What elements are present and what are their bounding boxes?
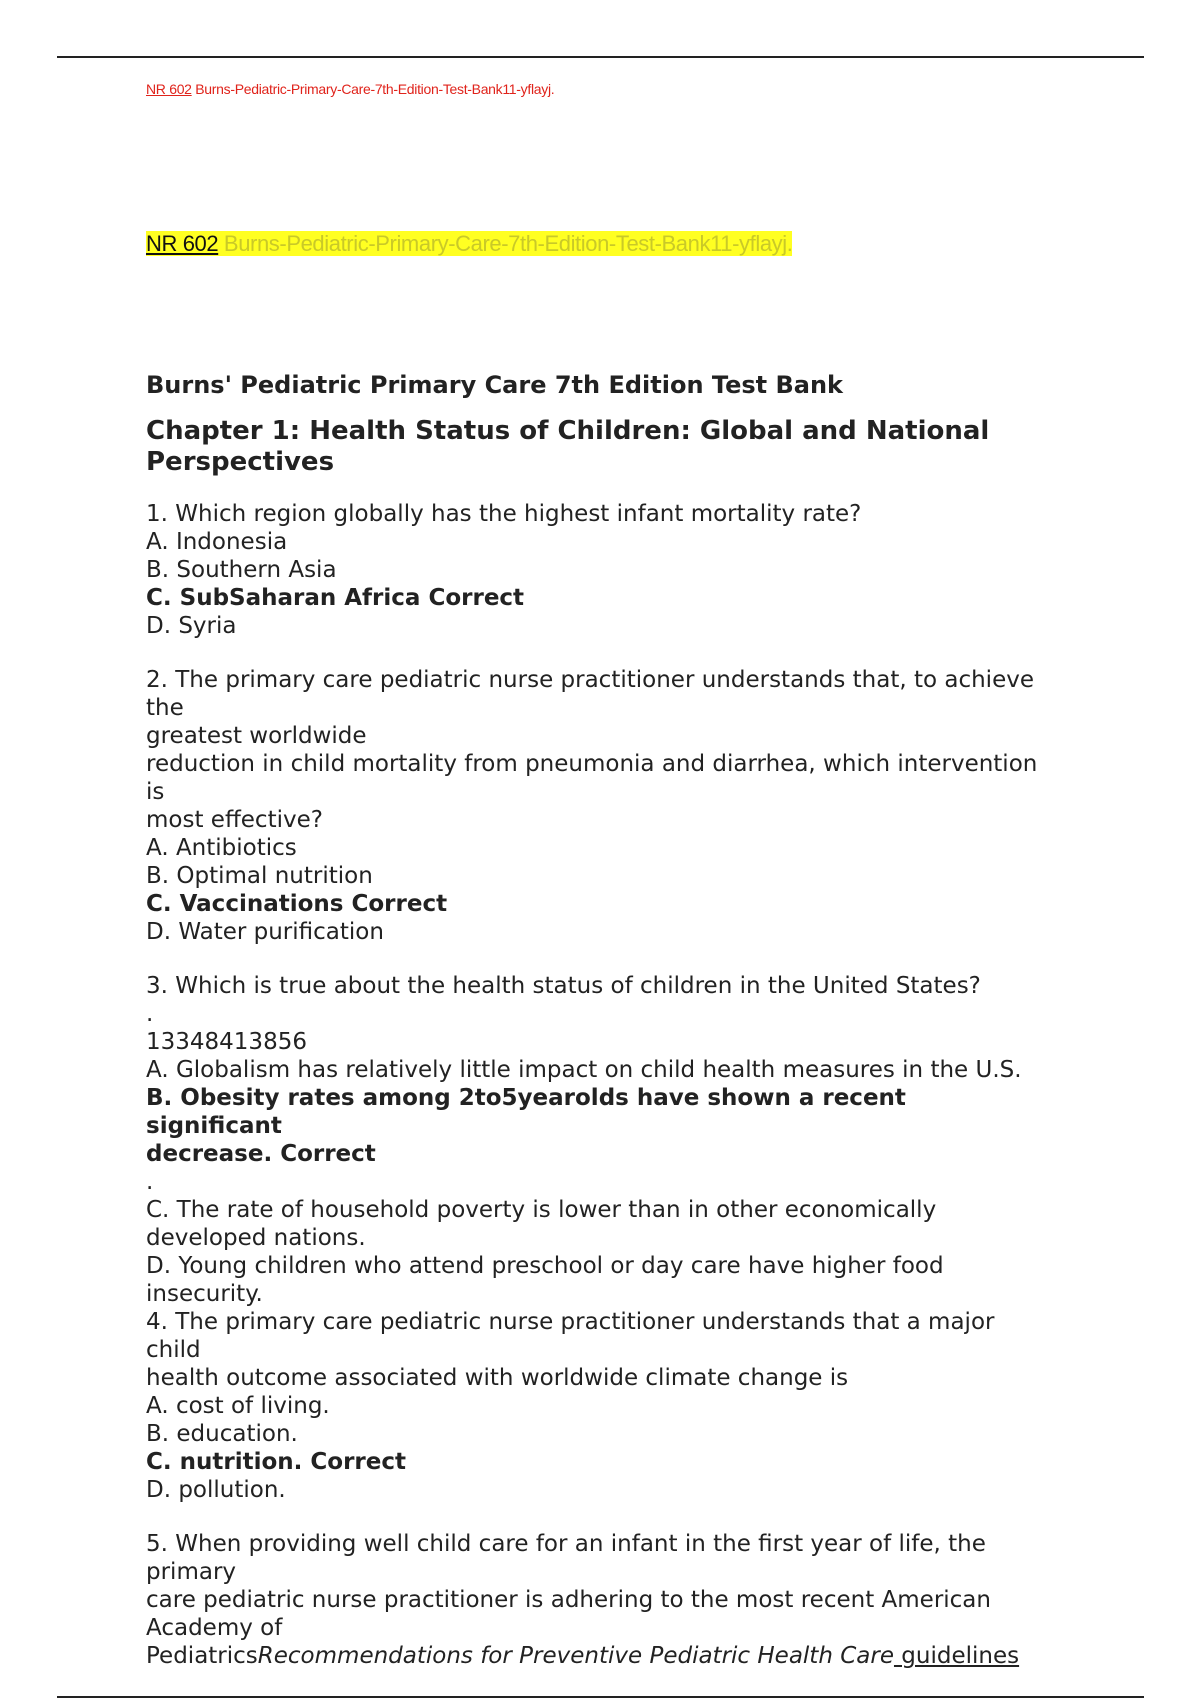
option-b: B. education. (146, 1421, 298, 1447)
option-d: D. Young children who attend preschool or day care have higher food (146, 1253, 944, 1279)
question-stem: 1. Which region globally has the highest infant mortality rate? (146, 501, 862, 527)
option-b-correct-cont: decrease. Correct (146, 1141, 376, 1167)
stray-dot: . (146, 1001, 154, 1027)
option-d: D. pollution. (146, 1477, 286, 1503)
question-stem-cont: most effective? (146, 807, 323, 833)
option-c-correct: C. nutrition. Correct (146, 1449, 406, 1475)
chapter-title: Chapter 1: Health Status of Children: Global and National Perspectives (146, 416, 990, 477)
option-c-correct: C. SubSaharan Africa Correct (146, 585, 525, 611)
question-4 (146, 1308, 1086, 1504)
option-d-cont: insecurity. (146, 1281, 263, 1307)
question-1 (146, 500, 1086, 640)
question-stem-cont: primary (146, 1559, 237, 1585)
question-stem-cont: care pediatric nurse practitioner is adhering to the most recent American (146, 1587, 991, 1613)
id-number: 13348413856 (146, 1029, 307, 1055)
question-stem: 3. Which is true about the health status of children in the United States? (146, 973, 981, 999)
question-stem-cont: reduction in child mortality from pneumonia and diarrhea, which intervention (146, 751, 1038, 777)
question-3 (146, 972, 1086, 1308)
document-body (146, 370, 1086, 1670)
option-a: A. cost of living. (146, 1393, 330, 1419)
guideline-title: Recommendations for Preventive Pediatric Health Care (257, 1643, 894, 1669)
question-stem-cont: greatest worldwide (146, 723, 367, 749)
top-rule (57, 56, 1144, 58)
question-stem: 5. When providing well child care for an infant in the first year of life, the (146, 1531, 986, 1557)
question-2 (146, 666, 1086, 946)
question-stem-cont: child (146, 1337, 201, 1363)
course-code: NR 602 (146, 81, 192, 97)
org-name: Pediatrics (146, 1643, 258, 1669)
bottom-rule (57, 1696, 1144, 1698)
option-a: A. Globalism has relatively little impact on child health measures in the U.S. (146, 1057, 1022, 1083)
course-code-highlighted: NR 602 (146, 231, 219, 256)
question-stem-cont (146, 1642, 1086, 1670)
option-a: A. Antibiotics (146, 835, 297, 861)
option-b-correct: B. Obesity rates among 2to5yearolds have shown a recent (146, 1085, 906, 1111)
option-b: B. Southern Asia (146, 557, 337, 583)
question-stem-cont: is (146, 779, 165, 805)
guidelines-word: guidelines (893, 1643, 1020, 1669)
option-a: A. Indonesia (146, 529, 288, 555)
question-stem: 2. The primary care pediatric nurse practitioner understands that, to achieve (146, 667, 1034, 693)
running-header (146, 81, 554, 97)
option-d: D. Water purification (146, 919, 384, 945)
stray-dot: . (146, 1169, 154, 1195)
option-c-cont: developed nations. (146, 1225, 366, 1251)
option-d: D. Syria (146, 613, 237, 639)
document-title: Burns' Pediatric Primary Care 7th Edition Test Bank (146, 371, 843, 399)
question-stem-cont: health outcome associated with worldwide climate change is (146, 1365, 849, 1391)
option-b-correct-cont: significant (146, 1113, 282, 1139)
option-c: C. The rate of household poverty is lower than in other economically (146, 1197, 937, 1223)
question-stem-cont: the (146, 695, 184, 721)
option-b: B. Optimal nutrition (146, 863, 373, 889)
question-5 (146, 1530, 1086, 1670)
file-slug: Burns-Pediatric-Primary-Care-7th-Edition-Test-Bank11-yflayj. (195, 81, 555, 97)
highlighted-header (146, 230, 792, 258)
option-c-correct: C. Vaccinations Correct (146, 891, 448, 917)
question-stem-cont: Academy of (146, 1615, 283, 1641)
file-slug-highlighted: Burns-Pediatric-Primary-Care-7th-Edition-Test-Bank11-yflayj. (223, 231, 793, 256)
question-stem: 4. The primary care pediatric nurse practitioner understands that a major (146, 1309, 995, 1335)
